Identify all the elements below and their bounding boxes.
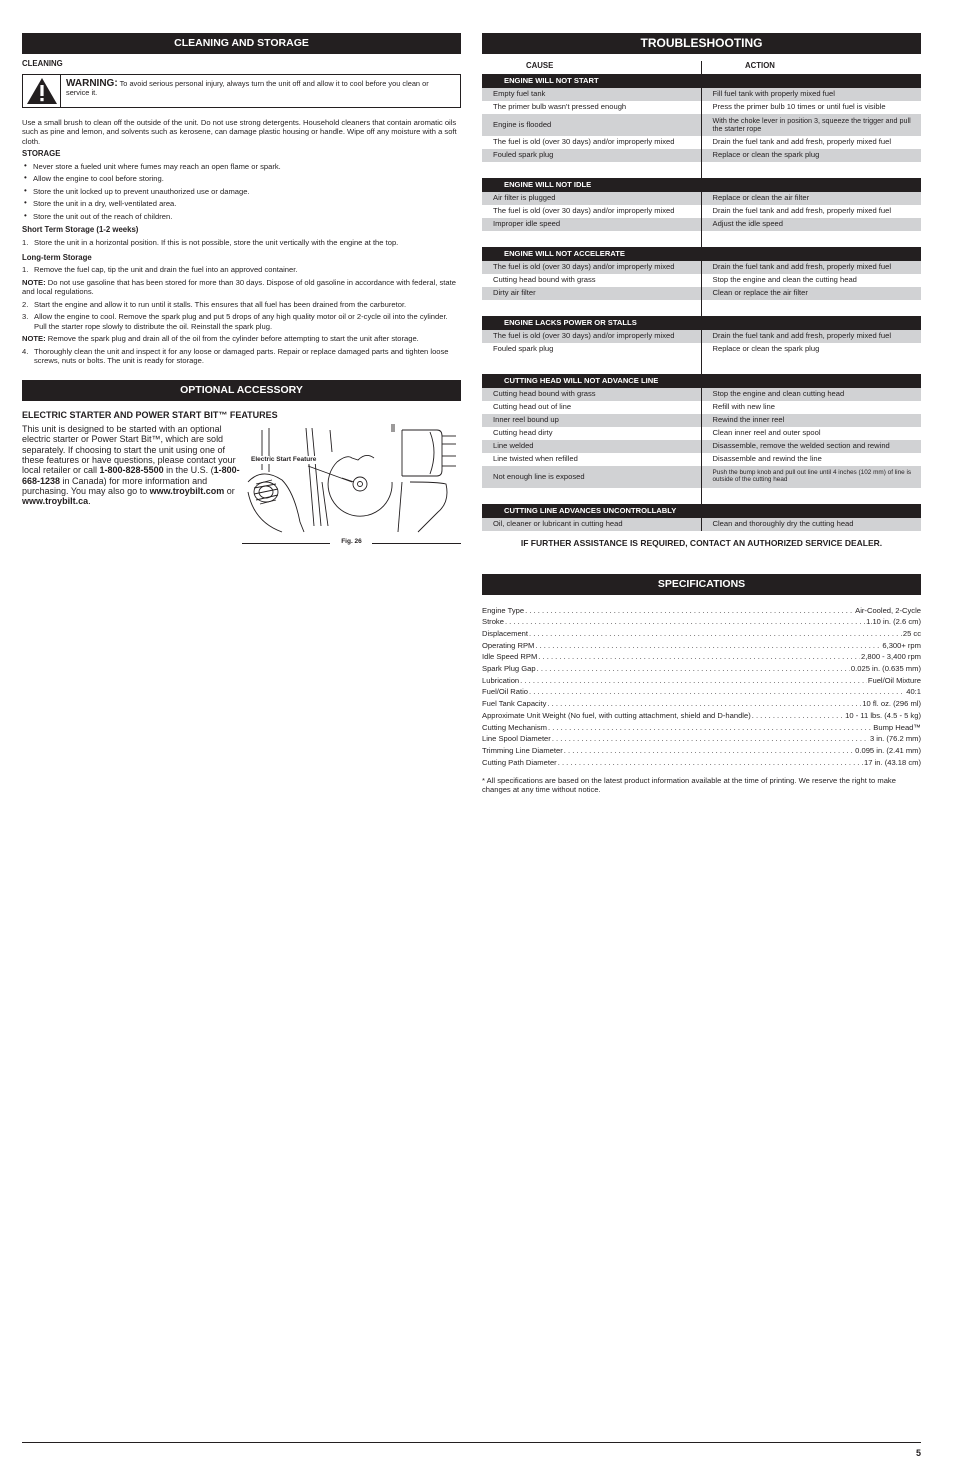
action-cell: Clean and thoroughly dry the cutting head: [701, 518, 921, 531]
spec-row: [482, 664, 921, 676]
step-text: Remove the fuel cap, tip the unit and drain the fuel into an approved container.: [34, 265, 298, 275]
accessory-text-part: .: [88, 496, 91, 507]
step-text: Start the engine and allow it to run until it stalls. This ensures that all fuel has been drained from the carburetor.: [34, 299, 407, 309]
category-cutting-head-will-not-advance: CUTTING HEAD WILL NOT ADVANCE LINE: [482, 374, 921, 388]
step-number: 1.: [22, 265, 29, 275]
list-item: • Allow the engine to cool before storing.: [22, 174, 461, 183]
note-text: Do not use gasoline that has been stored for more than 30 days. Dispose of old gasoline in accordance with federal, state and local regulations.: [22, 277, 456, 297]
warning-word: WARNING:: [66, 77, 118, 89]
footer-rule: [22, 1442, 921, 1443]
accessory-text-part: in the U.S. (: [163, 465, 214, 476]
table-row: [482, 440, 921, 453]
optional-accessory-header: OPTIONAL ACCESSORY: [22, 380, 461, 401]
category-engine-lacks-power: ENGINE LACKS POWER OR STALLS: [482, 316, 921, 330]
action-cell: Clean inner reel and outer spool: [712, 428, 821, 438]
cause-cell: Fouled spark plug: [482, 149, 701, 162]
accessory-text-part: in Canada) for more information and purchasing. You may also go to: [22, 475, 208, 496]
figure-label: Electric Start Feature: [251, 455, 317, 463]
cause-cell: Empty fuel tank: [482, 88, 701, 101]
table-row: [482, 114, 921, 136]
short-term-label: Short Term Storage (1-2 weeks): [22, 225, 139, 235]
storage-label: STORAGE: [22, 149, 61, 159]
short-term-step: [22, 238, 461, 247]
action-cell: Replace or clean the spark plug: [712, 344, 820, 354]
table-row: [482, 453, 921, 466]
spec-value: 17 in. (43.18 cm): [864, 757, 921, 767]
spec-row: [482, 652, 921, 664]
category-row: [482, 247, 921, 261]
spec-key: Lubrication: [482, 675, 520, 685]
note-1: [22, 278, 461, 297]
accessory-text-part: This unit is designed to be started with an optional electric starter or Power Start Bit™, which are sold separately. If choosing to start the unit using one of these features or have questions, please contact your local retailer or call: [22, 423, 236, 476]
table-row: [482, 149, 921, 162]
action-cell: Drain the fuel tank and add fresh, properly mixed fuel: [712, 137, 892, 147]
spec-leader-dots: [525, 606, 854, 615]
action-cell: Stop the engine and clean the cutting head: [712, 275, 857, 285]
spec-value: 25 cc: [902, 629, 921, 638]
accessory-block: [22, 424, 461, 559]
action-cell: Disassemble and rewind the line: [712, 454, 822, 464]
spec-row: [482, 711, 921, 723]
cause-cell: Line welded: [482, 440, 701, 453]
spec-value: Fuel/Oil Mixture: [867, 675, 921, 685]
spec-leader-dots: [547, 699, 861, 708]
spec-key: Line Spool Diameter: [482, 734, 551, 744]
table-row: [482, 287, 921, 300]
spec-key: Displacement: [482, 629, 529, 638]
table-row: [482, 205, 921, 218]
table-row: [482, 414, 921, 427]
category-row: [482, 374, 921, 388]
table-row: [482, 427, 921, 440]
cause-cell: Dirty air filter: [482, 287, 701, 300]
cause-cell: Cutting head out of line: [482, 401, 701, 414]
table-row: [482, 192, 921, 205]
warning-text: [66, 78, 452, 98]
cause-cell: The fuel is old (over 30 days) and/or improperly mixed: [482, 261, 701, 274]
link-troybilt-ca[interactable]: www.troybilt.ca: [22, 496, 89, 507]
spec-value: 10 - 11 lbs. (4.5 - 5 kg): [845, 710, 921, 720]
category-engine-will-not-start: ENGINE WILL NOT START: [482, 74, 921, 88]
category-row: [482, 178, 921, 192]
spec-row: [482, 687, 921, 699]
accessory-text: [22, 424, 242, 507]
spec-key: Trimming Line Diameter: [482, 745, 563, 755]
spacer-row: [482, 356, 921, 374]
spec-value: 1.10 in. (2.6 cm): [866, 617, 921, 627]
cause-cell: Cutting head bound with grass: [482, 274, 701, 287]
spec-row: [482, 723, 921, 735]
note-2: [22, 334, 461, 343]
action-cell: Replace or clean the air filter: [701, 192, 921, 205]
spec-leader-dots: [529, 687, 905, 696]
cause-cell: The fuel is old (over 30 days) and/or improperly mixed: [482, 136, 701, 149]
cause-cell: Cutting head dirty: [482, 427, 701, 440]
cause-cell: Inner reel bound up: [482, 414, 701, 427]
cause-cell: Not enough line is exposed: [482, 466, 701, 488]
spec-row: [482, 629, 921, 641]
spec-key: Engine Type: [482, 605, 525, 615]
cause-cell: Engine is flooded: [482, 114, 701, 136]
list-item: • Store the unit out of the reach of children.: [22, 212, 461, 221]
spec-key: Approximate Unit Weight (No fuel, with cutting attachment, shield and D-handle): [482, 710, 751, 720]
step-text: Thoroughly clean the unit and inspect it for any loose or damaged parts. Repair or replace damaged parts and tighten loose screws, nuts or bolts. The unit is ready for storage.: [34, 346, 449, 366]
table-row: [482, 518, 921, 531]
spec-row: [482, 606, 921, 618]
cleaning-label: CLEANING: [22, 59, 63, 68]
figure-26-illustration: [242, 422, 461, 548]
cause-column-header: CAUSE: [526, 61, 554, 70]
spec-leader-dots: [752, 711, 844, 720]
spec-key: Cutting Path Diameter: [482, 757, 557, 767]
action-cell: Replace or clean the spark plug: [701, 149, 921, 162]
spec-leader-dots: [564, 746, 854, 755]
cause-cell: The fuel is old (over 30 days) and/or improperly mixed: [482, 205, 701, 218]
spec-value: 40:1: [906, 687, 921, 697]
step-number: 4.: [22, 346, 29, 356]
link-troybilt-com[interactable]: www.troybilt.com: [149, 485, 225, 496]
table-row: [482, 136, 921, 149]
troubleshooting-header: TROUBLESHOOTING: [482, 33, 921, 54]
table-row: [482, 388, 921, 401]
warning-box: [22, 74, 461, 108]
action-cell: Drain the fuel tank and add fresh, properly mixed fuel: [701, 261, 921, 274]
step-text: Store the unit in a horizontal position. If this is not possible, store the unit vertically with the engine at the top.: [34, 238, 399, 248]
list-item: • Never store a fueled unit where fumes may reach an open flame or spark.: [22, 162, 461, 171]
cause-cell: Fouled spark plug: [482, 343, 701, 356]
long-term-step-3: [22, 312, 461, 331]
category-row: [482, 504, 921, 518]
spacer-row: [482, 488, 921, 504]
step-number: 2.: [22, 299, 29, 309]
specifications-list: [482, 606, 921, 770]
figure-caption: [242, 538, 461, 550]
category-row: [482, 316, 921, 330]
spec-key: Fuel/Oil Ratio: [482, 687, 529, 697]
spec-row: [482, 758, 921, 770]
phone-us: 1-800-828-5500: [99, 465, 164, 476]
category-engine-will-not-idle: ENGINE WILL NOT IDLE: [482, 178, 921, 192]
left-column: [22, 33, 461, 559]
table-row: [482, 101, 921, 114]
step-number: 3.: [22, 312, 29, 322]
spec-row: [482, 617, 921, 629]
accessory-title: ELECTRIC STARTER AND POWER START BIT™ FEATURES: [22, 409, 278, 420]
cause-cell: The fuel is old (over 30 days) and/or improperly mixed: [482, 330, 701, 343]
spacer-row: [482, 231, 921, 247]
spec-row: [482, 746, 921, 758]
spec-value: 3 in. (76.2 mm): [869, 734, 921, 744]
note-label: NOTE:: [22, 277, 46, 287]
specifications-header: SPECIFICATIONS: [482, 574, 921, 595]
spec-leader-dots: [548, 723, 872, 732]
cause-cell: Improper idle speed: [482, 218, 701, 231]
cause-cell: Oil, cleaner or lubricant in cutting head: [482, 518, 701, 531]
action-column-header: ACTION: [745, 61, 775, 70]
spec-row: [482, 641, 921, 653]
cause-cell: Line twisted when refilled: [482, 453, 701, 466]
category-engine-will-not-accelerate: ENGINE WILL NOT ACCELERATE: [482, 247, 921, 261]
table-row: [482, 330, 921, 343]
action-cell: Disassemble, remove the welded section and rewind: [701, 440, 921, 453]
spec-leader-dots: [558, 758, 863, 767]
action-cell: Adjust the idle speed: [701, 218, 921, 231]
cleaning-storage-header: CLEANING AND STORAGE: [22, 33, 461, 54]
long-term-label: Long-term Storage: [22, 252, 92, 262]
spec-key: Operating RPM: [482, 640, 535, 650]
note-label: NOTE:: [22, 334, 46, 344]
step-text: Allow the engine to cool. Remove the spark plug and put 5 drops of any high quality motor oil or 2-cycle oil into the cylinder. Pull the starter rope slowly to distribute the oil. Reinstall the spark plug.: [34, 312, 448, 331]
right-column: [482, 33, 921, 794]
figure-number: Fig. 26: [341, 537, 362, 545]
spec-value: 0.095 in. (2.41 mm): [855, 745, 921, 755]
spec-value: 2,800 - 3,400 rpm: [861, 652, 921, 662]
phone-canada: 1-800-668-1238: [22, 465, 240, 486]
long-term-step-2: [22, 300, 461, 309]
spec-value: 10 fl. oz. (296 ml): [862, 699, 921, 709]
spec-value: 6,300+ rpm: [882, 640, 921, 650]
page-number: 5: [915, 1448, 921, 1458]
assistance-notice: IF FURTHER ASSISTANCE IS REQUIRED, CONTACT AN AUTHORIZED SERVICE DEALER.: [520, 538, 883, 548]
spec-leader-dots: [537, 664, 850, 673]
cleaning-paragraph: Use a small brush to clean off the outside of the unit. Do not use strong detergents. Household cleaners that contain aromatic oils such as pine and lemon, and solvents such as kerosene, can damage plastic housing or handle. Wipe off any moisture with a soft cloth.: [22, 117, 457, 146]
spacer-row: [482, 300, 921, 316]
spec-key: Cutting Mechanism: [482, 722, 547, 732]
spec-leader-dots: [520, 676, 867, 685]
specifications-section: [482, 574, 921, 795]
action-cell: Push the bump knob and pull out line until 4 inches (102 mm) of line is outside of the cutting head: [701, 466, 921, 488]
spec-row: [482, 734, 921, 746]
spec-leader-dots: [505, 617, 865, 626]
troubleshooting-column-headers: [482, 55, 921, 74]
spec-value: Bump Head™: [873, 722, 921, 732]
spacer-row: [482, 162, 921, 178]
table-row: [482, 218, 921, 231]
spec-value: Air-Cooled, 2-Cycle: [855, 605, 921, 615]
table-row: [482, 401, 921, 414]
spec-value: 0.025 in. (0.635 mm): [850, 664, 921, 674]
warning-message: To avoid serious personal injury, always turn the unit off and allow it to cool before you clean or service it.: [66, 78, 429, 98]
cause-cell: The primer bulb wasn't pressed enough: [482, 101, 701, 114]
table-row: [482, 343, 921, 356]
list-item: • Store the unit locked up to prevent unauthorized use or damage.: [22, 187, 461, 196]
table-row: [482, 466, 921, 488]
spec-key: Stroke: [482, 617, 504, 627]
spec-row: [482, 699, 921, 711]
storage-bullets: [22, 162, 461, 221]
action-cell: Refill with new line: [712, 402, 775, 412]
action-cell: With the choke lever in position 3, squeeze the trigger and pull the starter rope: [701, 114, 921, 136]
spec-row: [482, 676, 921, 688]
spec-leader-dots: [529, 629, 902, 638]
spec-key: Idle Speed RPM: [482, 652, 538, 662]
spec-key: Fuel Tank Capacity: [482, 699, 547, 709]
cause-cell: Air filter is plugged: [482, 192, 701, 205]
action-cell: Drain the fuel tank and add fresh, properly mixed fuel: [712, 206, 892, 216]
category-cutting-line-advances: CUTTING LINE ADVANCES UNCONTROLLABLY: [482, 504, 921, 518]
warning-triangle-icon: [23, 75, 61, 107]
spec-key: Spark Plug Gap: [482, 664, 536, 674]
spec-leader-dots: [552, 734, 869, 743]
spec-leader-dots: [535, 641, 881, 650]
table-row: [482, 274, 921, 287]
action-cell: Drain the fuel tank and add fresh, properly mixed fuel: [701, 330, 921, 343]
accessory-text-part: or: [224, 485, 235, 496]
action-cell: Stop the engine and clean cutting head: [701, 388, 921, 401]
specifications-note: * All specifications are based on the latest product information available at the time of printing. We reserve the right to make changes at any time without notice.: [482, 776, 896, 795]
table-row: [482, 261, 921, 274]
spec-leader-dots: [538, 652, 860, 661]
list-item: • Store the unit in a dry, well-ventilated area.: [22, 199, 461, 208]
cause-cell: Cutting head bound with grass: [482, 388, 701, 401]
action-cell: Fill fuel tank with properly mixed fuel: [701, 88, 921, 101]
action-cell: Clean or replace the air filter: [701, 287, 921, 300]
electric-start-bit-icon: [254, 480, 278, 504]
category-row: [482, 74, 921, 88]
note-text: Remove the spark plug and drain all of the oil from the cylinder before attempting to start the unit after storage.: [47, 334, 419, 344]
action-cell: Press the primer bulb 10 times or until fuel is visible: [712, 102, 886, 112]
action-cell: Rewind the inner reel: [701, 414, 921, 427]
step-number: 1.: [22, 238, 29, 248]
long-term-step-4: [22, 347, 461, 366]
table-row: [482, 88, 921, 101]
troubleshooting-table: [482, 74, 921, 531]
long-term-step-1: [22, 265, 461, 274]
